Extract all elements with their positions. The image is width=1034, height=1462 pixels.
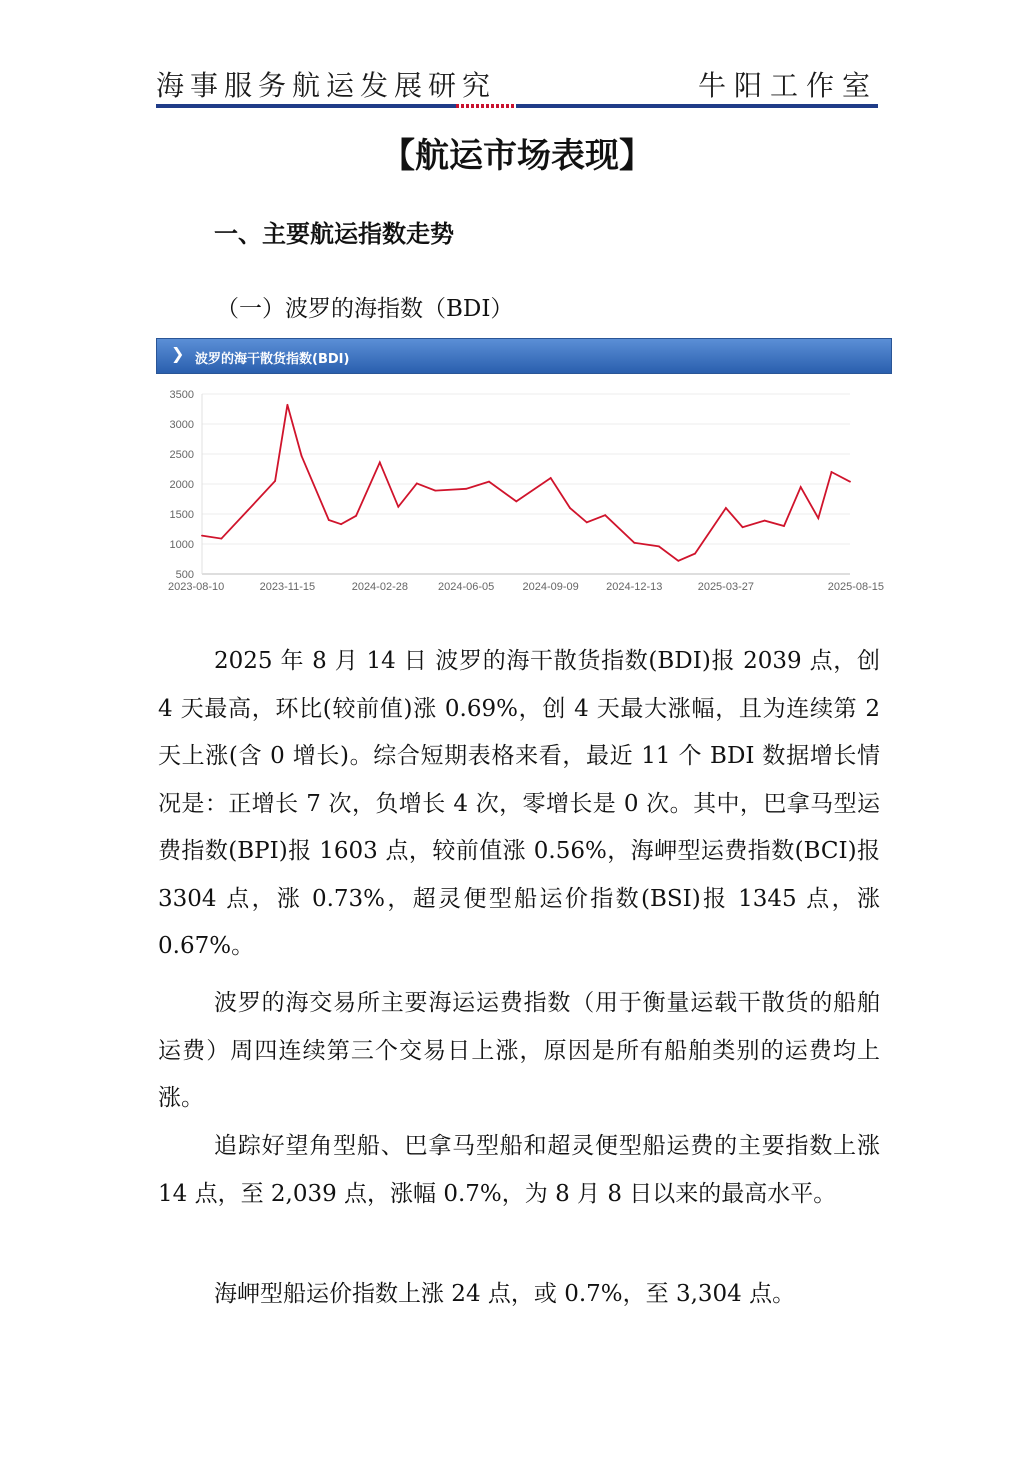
header-org-name: 海事服务航运发展研究	[156, 69, 497, 102]
bdi-data-point	[633, 542, 635, 544]
header-studio-name: 牛阳工作室	[697, 69, 878, 102]
bdi-data-point	[379, 462, 381, 464]
paragraph-baltic-exchange: 波罗的海交易所主要海运运费指数（用于衡量运载干散货的船舶运费）周四连续第三个交易日上涨，原因是所有船舶类别的运费均上涨。	[158, 990, 880, 1111]
bdi-data-point	[742, 526, 744, 528]
bdi-data-point	[328, 519, 330, 521]
y-tick-label: 2500	[169, 449, 194, 461]
chart-header-bar	[156, 338, 892, 374]
y-tick-label: 1000	[169, 539, 194, 551]
subsection-heading: （一）波罗的海指数（BDI）	[216, 296, 514, 322]
bdi-data-point	[783, 525, 785, 527]
chart-y-ticks	[170, 389, 194, 581]
bdi-data-point	[604, 514, 606, 516]
bdi-data-point	[488, 481, 490, 483]
y-tick-label: 3500	[169, 389, 194, 401]
bdi-data-point	[434, 490, 436, 492]
bdi-data-point	[849, 481, 851, 483]
paragraph-main-index: 追踪好望角型船、巴拿马型船和超灵便型船运费的主要指数上涨 14 点，至 2,039 点，涨幅 0.7%，为 8 月 8 日以来的最高水平。	[158, 1133, 880, 1207]
chart-gridlines	[202, 394, 850, 574]
header-rule-blue-left	[156, 104, 456, 108]
bdi-data-point	[201, 535, 203, 537]
bdi-data-point	[677, 560, 679, 562]
bdi-data-point	[340, 523, 342, 525]
x-tick-label: 2024-02-28	[351, 581, 408, 593]
bdi-data-point	[397, 506, 399, 508]
y-tick-label: 3000	[169, 419, 194, 431]
bdi-data-point	[515, 501, 517, 503]
x-tick-label: 2023-11-15	[259, 581, 316, 593]
bdi-data-point	[247, 510, 249, 512]
x-tick-label: 2024-06-05	[437, 581, 495, 593]
y-tick-label: 500	[175, 569, 194, 581]
section-heading: 一、主要航运指数走势	[214, 220, 454, 248]
x-tick-label: 2025-08-15	[827, 581, 884, 593]
paragraph-bdi-summary: 2025 年 8 月 14 日 波罗的海干散货指数(BDI)报 2039 点，创 4 天最高，环比(较前值)涨 0.69%，创 4 天最大涨幅，且为连续第 2 天上涨(含 0 增长)。综合短期表格来看，最近 11 个 BDI 数据增长情况是：正增长 7 次，负增长 4 次，零增长是 0 次。其中，巴拿马型运费指数(BPI)报 1603 点，较前值涨 0.56%，海岬型运费指数(BCI)报 3304 点，涨 0.73%，超灵便型船运价指数(BSI)报 1345 点，涨 0.67%。	[158, 648, 880, 959]
bdi-data-point	[658, 546, 660, 548]
chevron-right-icon: ❯	[171, 344, 185, 363]
x-tick-label: 2023-08-10	[168, 581, 225, 593]
bdi-data-point	[465, 488, 467, 490]
bdi-data-point	[287, 404, 289, 406]
bdi-data-point	[569, 507, 571, 509]
header-rule-red-mid	[456, 104, 516, 108]
bdi-data-point	[800, 486, 802, 488]
paragraph-capesize-index: 海岬型船运价指数上涨 24 点，或 0.7%，至 3,304 点。	[214, 1281, 796, 1307]
bdi-series-line	[202, 405, 850, 561]
bdi-data-point	[301, 455, 303, 457]
header-rule	[156, 104, 878, 110]
bdi-data-point	[694, 553, 696, 555]
bdi-data-point	[831, 471, 833, 473]
bdi-data-point	[416, 483, 418, 485]
bdi-chart-panel	[156, 338, 892, 600]
bdi-data-point	[817, 517, 819, 519]
y-tick-label: 2000	[169, 479, 194, 491]
bdi-data-point	[220, 538, 222, 540]
bdi-data-point	[550, 477, 552, 479]
bdi-line-chart	[156, 374, 892, 600]
bdi-data-point	[725, 507, 727, 509]
bdi-data-point	[764, 520, 766, 522]
page-title: 【航运市场表现】	[381, 136, 653, 176]
bdi-data-point	[274, 480, 276, 482]
chart-x-ticks	[168, 581, 884, 593]
x-tick-label: 2024-12-13	[606, 581, 663, 593]
x-tick-label: 2025-03-27	[697, 581, 754, 593]
header-rule-blue-right	[516, 104, 878, 108]
x-tick-label: 2024-09-09	[522, 581, 579, 593]
bdi-series-points	[201, 404, 851, 562]
bdi-data-point	[586, 522, 588, 524]
bdi-data-point	[355, 515, 357, 517]
chart-header-label: 波罗的海干散货指数(BDI)	[195, 352, 350, 367]
y-tick-label: 1500	[169, 509, 194, 521]
page-header	[156, 60, 878, 104]
